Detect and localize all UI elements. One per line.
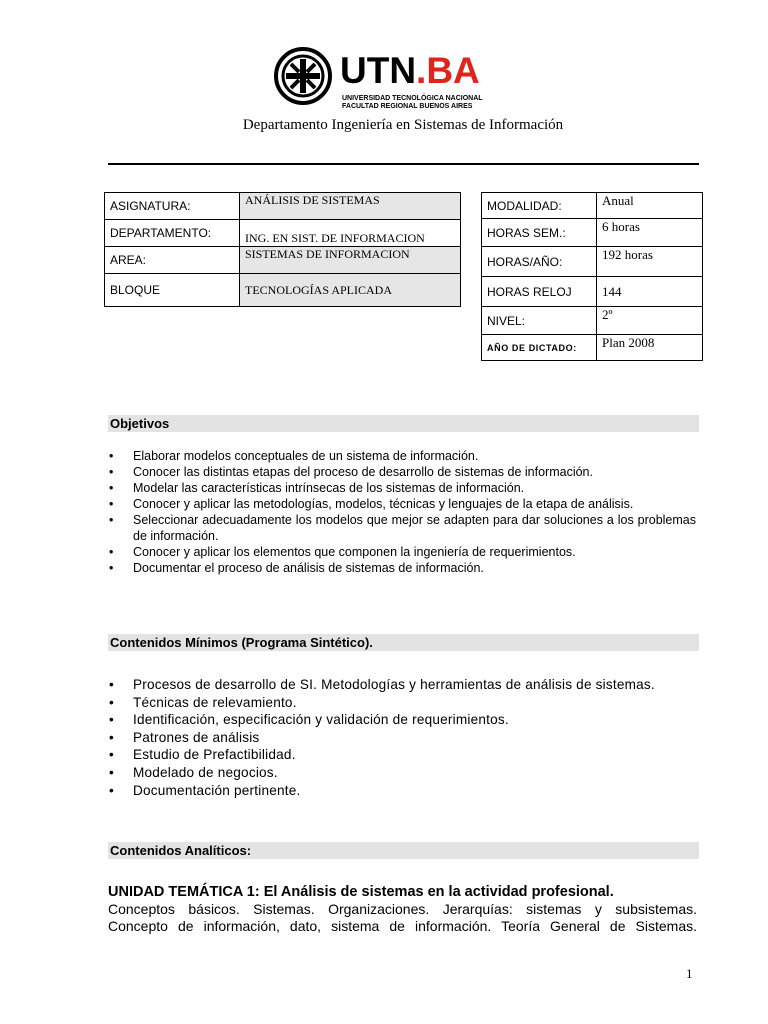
list-item: • Modelado de negocios. — [108, 764, 696, 782]
unit-title: UNIDAD TEMÁTICA 1: El Análisis de sistemas en la actividad profesional. — [108, 884, 614, 900]
row-label-bloque: BLOQUE — [105, 274, 240, 307]
row-value-area: SISTEMAS DE INFORMACION — [240, 247, 461, 274]
list-item: • Estudio de Prefactibilidad. — [108, 746, 696, 764]
list-item: • Documentar el proceso de análisis de sistemas de información. — [108, 560, 696, 576]
row-label-horas-sem: HORAS SEM.: — [482, 219, 597, 247]
header-divider — [108, 163, 699, 165]
table-row — [105, 274, 461, 307]
course-info-table — [104, 192, 461, 307]
row-label-horas-reloj: HORAS RELOJ — [482, 277, 597, 307]
utn-ba-logo — [274, 47, 504, 109]
table-row — [105, 247, 461, 274]
minimum-contents-heading: Contenidos Mínimos (Programa Sintético). — [108, 634, 699, 651]
row-value-modalidad: Anual — [597, 193, 703, 219]
row-label-asignatura: ASIGNATURA: — [105, 193, 240, 220]
table-row — [482, 335, 703, 361]
list-item: • Modelar las características intrínsecas de los sistemas de información. — [108, 480, 696, 496]
row-value-ano-dictado: Plan 2008 — [597, 335, 703, 361]
minimum-contents-list — [108, 676, 696, 799]
logo-wordmark: UTN.BA — [340, 50, 480, 91]
row-label-area: AREA: — [105, 247, 240, 274]
utn-emblem-icon — [274, 47, 332, 105]
row-value-bloque: TECNOLOGÍAS APLICADA — [240, 274, 461, 307]
row-label-nivel: NIVEL: — [482, 307, 597, 335]
row-value-departamento: ING. EN SIST. DE INFORMACION — [240, 220, 461, 247]
row-value-nivel: 2º — [597, 307, 703, 335]
list-item: • Identificación, especificación y validación de requerimientos. — [108, 711, 696, 729]
list-item: • Conocer y aplicar los elementos que componen la ingeniería de requerimientos. — [108, 544, 696, 560]
objectives-heading: Objetivos — [108, 415, 699, 432]
table-row — [482, 219, 703, 247]
list-item: • Conocer y aplicar las metodologías, modelos, técnicas y lenguajes de la etapa de análisis. — [108, 496, 696, 512]
row-value-horas-ano: 192 horas — [597, 247, 703, 277]
row-label-departamento: DEPARTAMENTO: — [105, 220, 240, 247]
row-label-horas-ano: HORAS/AÑO: — [482, 247, 597, 277]
row-value-asignatura: ANÁLISIS DE SISTEMAS — [240, 193, 461, 220]
list-item: • Documentación pertinente. — [108, 782, 696, 800]
schedule-info-table — [481, 192, 703, 361]
logo-faculty-name: FACULTAD REGIONAL BUENOS AIRES — [342, 103, 473, 110]
unit-body-line-1: Conceptos básicos. Sistemas. Organizaciones. Jerarquías: sistemas y subsistemas. — [108, 901, 697, 917]
list-item: • Conocer las distintas etapas del proceso de desarrollo de sistemas de información. — [108, 464, 696, 480]
objectives-list — [108, 448, 696, 576]
row-value-horas-reloj: 144 — [597, 277, 703, 307]
table-row — [105, 220, 461, 247]
table-row — [105, 193, 461, 220]
logo-university-name: UNIVERSIDAD TECNOLÓGICA NACIONAL — [342, 95, 483, 102]
list-item: • Elaborar modelos conceptuales de un sistema de información. — [108, 448, 696, 464]
row-label-modalidad: MODALIDAD: — [482, 193, 597, 219]
row-label-ano-dictado: AÑO DE DICTADO: — [482, 335, 597, 361]
table-row — [482, 307, 703, 335]
table-row — [482, 277, 703, 307]
analytic-contents-heading: Contenidos Analíticos: — [108, 842, 699, 859]
department-title: Departamento Ingeniería en Sistemas de Información — [242, 117, 564, 133]
list-item: • Procesos de desarrollo de SI. Metodologías y herramientas de análisis de sistemas. — [108, 676, 696, 694]
table-row — [482, 247, 703, 277]
unit-body-line-2: Concepto de información, dato, sistema de información. Teoría General de Sistemas. — [108, 918, 697, 934]
list-item: • Patrones de análisis — [108, 729, 696, 747]
table-row — [482, 193, 703, 219]
list-item: • Técnicas de relevamiento. — [108, 694, 696, 712]
row-value-horas-sem: 6 horas — [597, 219, 703, 247]
page-number: 1 — [686, 966, 693, 981]
list-item: • Seleccionar adecuadamente los modelos que mejor se adapten para dar soluciones a los problemas de información. — [108, 512, 696, 544]
